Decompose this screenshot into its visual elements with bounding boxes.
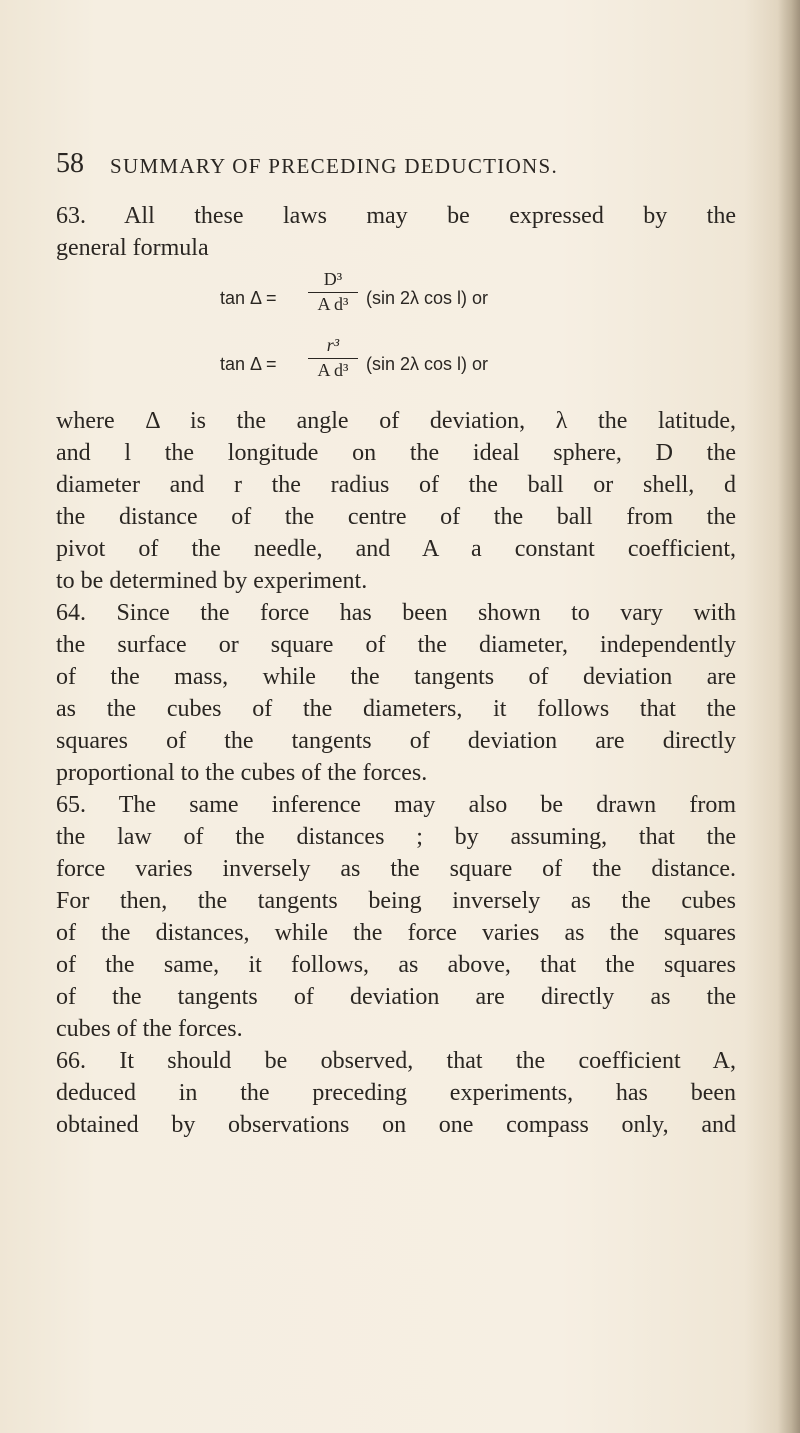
page-header [56,148,696,180]
fraction-bar [308,358,358,359]
body-line: the law of the distances ; by assuming, that the [56,824,736,850]
body-line: squares of the tangents of deviation are directly [56,728,736,754]
formula-2-rhs: (sin 2λ cos l) or [366,354,489,374]
body-line: proportional to the cubes of the forces. [56,760,428,786]
formula-1-lhs: tan Δ = [220,288,277,308]
body-line: of the distances, while the force varies as the squares [56,920,736,946]
body-line: force varies inversely as the square of the distance. [56,856,736,882]
body-line: the surface or square of the diameter, independently [56,632,736,658]
body-line: pivot of the needle, and A a constant coefficient, [56,536,736,562]
fraction-bar [308,292,358,293]
para-64-start: 64. Since the force has been shown to vary with [56,600,736,626]
body-line: diameter and r the radius of the ball or shell, d [56,472,736,498]
formula-2-fraction [308,334,358,380]
formula-1-fraction [308,268,358,314]
formula-2-numerator: r³ [326,335,340,355]
para-66-start: 66. It should be observed, that the coefficient A, [56,1048,736,1074]
body-line: and l the longitude on the ideal sphere, D the [56,440,736,466]
formula-diameter [220,268,640,324]
para-65-start: 65. The same inference may also be drawn from [56,792,736,818]
page-number: 58 [56,148,84,179]
body-line: of the same, it follows, as above, that the squares [56,952,736,978]
page-edge-shadow [778,0,800,1433]
body-line: as the cubes of the diameters, it follows that the [56,696,736,722]
body-line: the distance of the centre of the ball from the [56,504,736,530]
formula-1-rhs: (sin 2λ cos l) or [366,288,489,308]
body-line: where Δ is the angle of deviation, λ the latitude, [56,408,736,434]
formula-radius [220,334,640,390]
para-63-line-2: general formula [56,235,209,261]
running-head: SUMMARY OF PRECEDING DEDUCTIONS. [110,154,559,178]
body-line: of the tangents of deviation are directly as the [56,984,736,1010]
formula-2-lhs: tan Δ = [220,354,277,374]
body-line: deduced in the preceding experiments, has been [56,1080,736,1106]
formula-1-denominator: A d³ [317,294,349,314]
body-line: of the mass, while the tangents of deviation are [56,664,736,690]
formula-2-denominator: A d³ [317,360,349,380]
formula-1-numerator: D³ [323,269,343,289]
body-line: cubes of the forces. [56,1016,243,1042]
body-line: For then, the tangents being inversely as the cubes [56,888,736,914]
para-63-line-1: 63. All these laws may be expressed by the [56,203,736,229]
body-line: obtained by observations on one compass only, and [56,1112,736,1138]
body-line: to be determined by experiment. [56,568,368,594]
